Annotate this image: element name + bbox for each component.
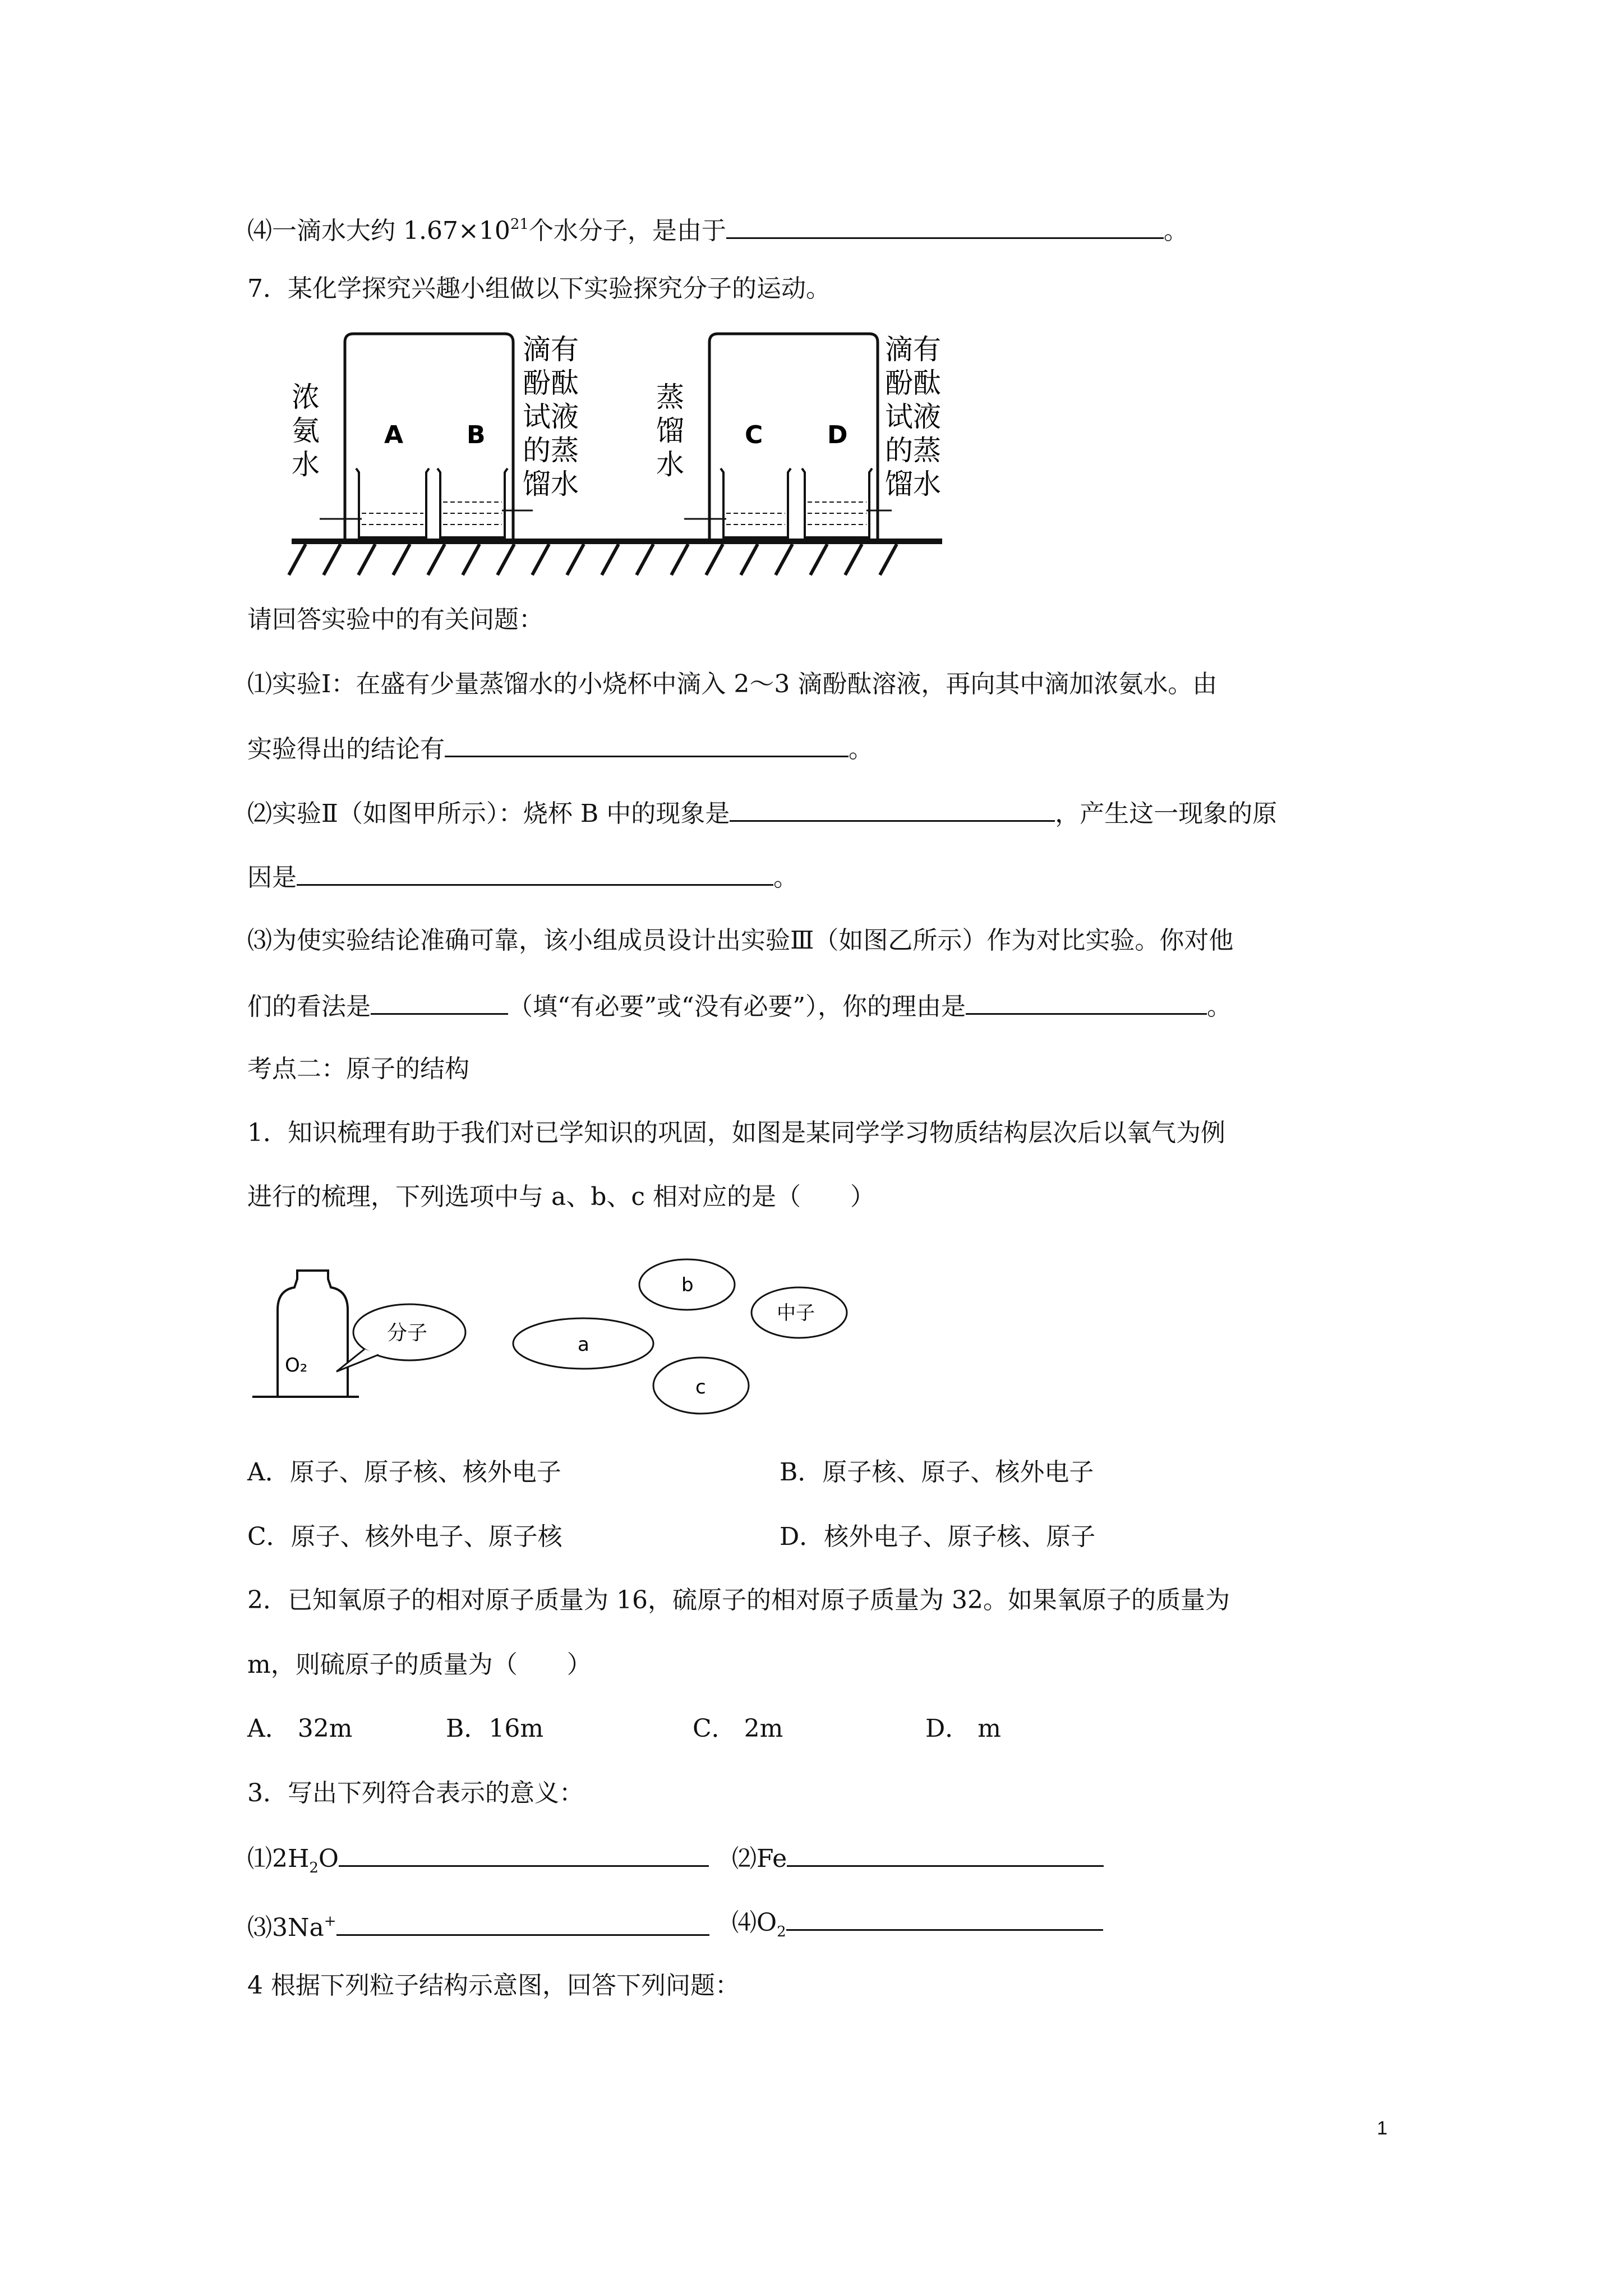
phenolphthalein-water-label-2: 滴有酚酞试液的蒸馏水 [885, 333, 941, 500]
s2q3-item2: ⑵Fe [732, 1841, 1104, 1876]
s2q2-line1: 2．已知氧原子的相对原子质量为 16，硫原子的相对原子质量为 32。如果氧原子的质量为 [247, 1586, 1230, 1614]
answer-blank[interactable] [787, 1841, 1104, 1867]
beaker-b-label: B [467, 421, 486, 449]
s2q2-option-d[interactable]: D． m [925, 1714, 1001, 1743]
q7-part2-line1: ⑵实验Ⅱ（如图甲所示）：烧杯 B 中的现象是 ，产生这一现象的原 [247, 795, 1277, 831]
answer-blank[interactable] [336, 1910, 709, 1936]
a-bubble-label: a [578, 1333, 589, 1356]
q7-prompt: 请回答实验中的有关问题： [247, 605, 543, 634]
answer-blank[interactable] [445, 731, 849, 757]
q7-part3-line2: 们的看法是 （填“有必要”或“没有必要”），你的理由是 。 [247, 988, 1232, 1024]
q6-part4: ⑷一滴水大约 $1.67\times 10^{21}$个水分子，是由于 。 [247, 208, 1188, 248]
answer-blank[interactable] [297, 859, 773, 886]
section-title: 考点二：原子的结构 [247, 1055, 469, 1083]
b-bubble-label: b [681, 1274, 694, 1296]
beaker-c-label: C [745, 421, 763, 449]
page-number: 1 [1377, 2118, 1387, 2139]
beaker-experiment-figure [264, 325, 948, 583]
s2q1-option-d[interactable]: D．核外电子、原子核、原子 [780, 1522, 1096, 1551]
answer-blank[interactable] [966, 988, 1207, 1015]
structure-bubble-figure [247, 1257, 909, 1430]
s2q3-item4: $⑷O_2$ [732, 1904, 1103, 1949]
c-bubble-label: c [695, 1376, 706, 1398]
q7-part1-line1: ⑴实验Ⅰ：在盛有少量蒸馏水的小烧杯中滴入 2～3 滴酚酞溶液，再向其中滴加浓氨水。由 [247, 670, 1218, 698]
beaker-a-label: A [384, 421, 404, 449]
s2q1-option-a[interactable]: A．原子、原子核、核外电子 [247, 1458, 561, 1487]
molecule-bubble-label: 分子 [387, 1322, 428, 1345]
q7-part2-line2: 因是 。 [247, 859, 798, 895]
s2q2-option-a[interactable]: A． 32m [247, 1714, 353, 1743]
concentrated-ammonia-label: 浓氨水 [292, 381, 320, 481]
s2q3-item3: ⑶3Na+ [247, 1904, 709, 1945]
neutron-bubble-label: 中子 [777, 1302, 815, 1324]
s2q4-stem: 4 根据下列粒子结构示意图，回答下列问题： [247, 1971, 740, 2000]
answer-blank[interactable] [730, 795, 1055, 822]
answer-blank[interactable] [726, 213, 1164, 239]
s2q2-line2: m，则硫原子的质量为（ ） [247, 1650, 592, 1679]
beaker-d-label: D [827, 421, 848, 449]
s2q2-option-c[interactable]: C． 2m [693, 1714, 783, 1743]
distilled-water-label: 蒸馏水 [656, 381, 684, 481]
q7-part1-line2: 实验得出的结论有 。 [247, 731, 873, 766]
s2q1-line2: 进行的梳理，下列选项中与 a、b、c 相对应的是（ ） [247, 1182, 875, 1211]
answer-blank[interactable] [371, 988, 508, 1015]
q7-stem: 7．某化学探究兴趣小组做以下实验探究分子的运动。 [247, 274, 831, 303]
s2q3-item1: $⑴2H_2O$ [247, 1841, 709, 1885]
s2q3-stem: 3．写出下列符合表示的意义： [247, 1779, 584, 1807]
phenolphthalein-water-label-1: 滴有酚酞试液的蒸馏水 [523, 333, 579, 500]
s2q1-line1: 1．知识梳理有助于我们对已学知识的巩固，如图是某同学学习物质结构层次后以氧气为例 [247, 1119, 1225, 1147]
s2q1-option-b[interactable]: B．原子核、原子、核外电子 [780, 1458, 1094, 1487]
answer-blank[interactable] [786, 1904, 1103, 1931]
o2-label: O₂ [285, 1354, 308, 1377]
answer-blank[interactable] [339, 1841, 709, 1867]
q7-part3-line1: ⑶为使实验结论准确可靠，该小组成员设计出实验Ⅲ（如图乙所示）作为对比实验。你对他 [247, 926, 1234, 955]
s2q1-option-c[interactable]: C．原子、核外电子、原子核 [247, 1522, 562, 1551]
s2q2-option-b[interactable]: B．16m [446, 1714, 544, 1743]
